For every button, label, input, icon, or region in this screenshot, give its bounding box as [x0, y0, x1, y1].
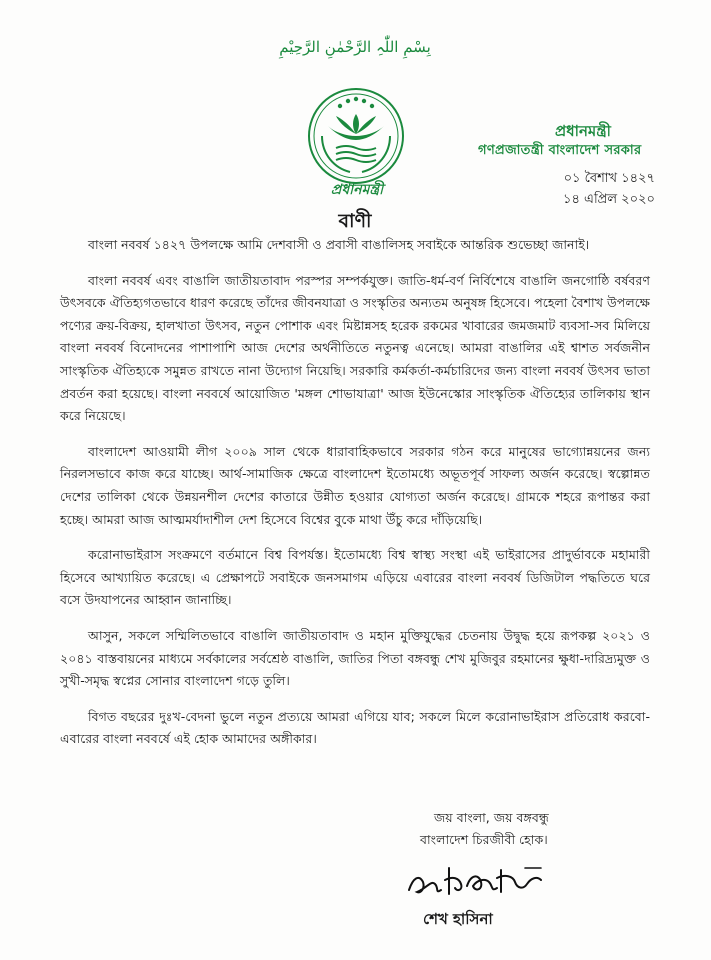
paragraph: বিগত বছরের দুঃখ-বেদনা ভুলে নতুন প্রত্যয়ে আমরা এগিয়ে যাব; সকলে মিলে করোনাভাইরাস প্রতিরোধ করবো- এবারের বাংলা নববর্ষে এই হোক আমাদের অঙ্গীকার।	[60, 708, 650, 747]
government-emblem-icon	[306, 86, 406, 186]
paragraph: বাংলা নববর্ষ ১৪২৭ উপলক্ষে আমি দেশবাসী ও প্রবাসী বাঙালিসহ সবাইকে আন্তরিক শুভেচ্ছা জানাই।	[88, 237, 590, 252]
office-title: প্রধানমন্ত্রী	[555, 122, 611, 140]
signer-name: শেখ হাসিনা	[423, 910, 493, 928]
date-bengali-calendar: ০১ বৈশাখ ১৪২৭	[563, 171, 655, 186]
message-body	[60, 234, 650, 764]
office-subtitle: গণপ্রজাতন্ত্রী বাংলাদেশ সরকার	[478, 143, 642, 158]
paragraph: বাংলা নববর্ষ এবং বাঙালি জাতীয়তাবাদ পরস্পর সম্পর্কযুক্ত। জাতি-ধর্ম-বর্ণ নির্বিশেষে বাঙালি জনগোষ্ঠি বর্ষবরণ উৎসবকে ঐতিহ্যগতভাবে ধারণ করেছে তাঁদের জীবনযাত্রা ও সংস্কৃতির অন্যতম অনুষঙ্গ হিসেবে। পহেলা বৈশাখ উপলক্ষে পণ্যের ক্রয়-বিক্রয়, হালখাতা উৎসব, নতুন পোশাক এবং মিষ্টান্নসহ হরেক রকমের খাবারের জমজমাট ব্যবসা-সব মিলিয়ে বাংলা নববর্ষ বিনোদনের পাশাপাশি আজ দেশের অর্থনীতিতে নতুনত্ব এনেছে। আমরা বাঙালির এই শ্বাশত সর্বজনীন সাংস্কৃতিক ঐতিহ্যকে সমুন্নত রাখতে নানা উদ্যোগ নিয়েছি। সরকারি কর্মকর্তা-কর্মচারিদের জন্য বাংলা নববর্ষ উৎসব ভাতা প্রবর্তন করা হয়েছে। বাংলা নববর্ষে আয়োজিত 'মঙ্গল শোভাযাত্রা' আজ ইউনেস্কোর সাংস্কৃতিক ঐতিহ্যের তালিকায় স্থান করে নিয়েছে।	[60, 272, 650, 424]
closing-line: জয় বাংলা, জয় বঙ্গবন্ধু	[434, 810, 549, 825]
paragraph: বাংলাদেশ আওয়ামী লীগ ২০০৯ সাল থেকে ধারাবাহিকভাবে সরকার গঠন করে মানুষের ভাগ্যোন্নয়নের জন্য নিরলসভাবে কাজ করে যাচ্ছে। আর্থ-সামাজিক ক্ষেত্রে বাংলাদেশ ইতোমধ্যে অভূতপূর্ব সাফল্য অর্জন করেছে। স্বল্পোন্নত দেশের তালিকা থেকে উন্নয়নশীল দেশের কাতারে উন্নীত হওয়ার যোগ্যতা অর্জন করেছে। গ্রামকে শহরে রূপান্তর করা হচ্ছে। আমরা আজ আত্মমর্যাদাশীল দেশ হিসেবে বিশ্বের বুকে মাথা উঁচু করে দাঁড়িয়েছি।	[60, 443, 650, 527]
emblem-caption: প্রধানমন্ত্রী	[330, 182, 384, 198]
closing-salutation	[420, 807, 600, 851]
closing-line: বাংলাদেশ চিরজীবী হোক।	[420, 832, 548, 847]
message-heading: বাণী	[338, 210, 372, 232]
date-gregorian: ১৪ এপ্রিল ২০২০	[563, 192, 655, 207]
paragraph: করোনাভাইরাস সংক্রমণে বর্তমানে বিশ্ব বিপর্যস্ত। ইতোমধ্যে বিশ্ব স্বাস্থ্য সংস্থা এই ভাইরাসের প্রাদুর্ভাবকে মহামারী হিসেবে আখ্যায়িত করেছে। এ প্রেক্ষাপটে সবাইকে জনসমাগম এড়িয়ে এবারের বাংলা নববর্ষ ডিজিটাল পদ্ধতিতে ঘরে বসে উদযাপনের আহ্বান জানাচ্ছি।	[60, 547, 650, 608]
paragraph: আসুন, সকলে সম্মিলিতভাবে বাঙালি জাতীয়তাবাদ ও মহান মুক্তিযুদ্ধের চেতনায় উদ্বুদ্ধ হয়ে রূপকল্প ২০২১ ও ২০৪১ বাস্তবায়নের মাধ্যমে সর্বকালের সর্বশ্রেষ্ঠ বাঙালি, জাতির পিতা বঙ্গবন্ধু শেখ মুজিবুর রহমানের ক্ষুধা-দারিদ্র্যমুক্ত ও সুখী-সমৃদ্ধ স্বপ্নের সোনার বাংলাদেশ গড়ে তুলি।	[60, 627, 650, 689]
bismillah-calligraphy: بِسْمِ اللّٰہِ الرَّحْمٰنِ الرَّحِیْمِ	[279, 38, 431, 56]
handwritten-signature	[405, 860, 545, 904]
